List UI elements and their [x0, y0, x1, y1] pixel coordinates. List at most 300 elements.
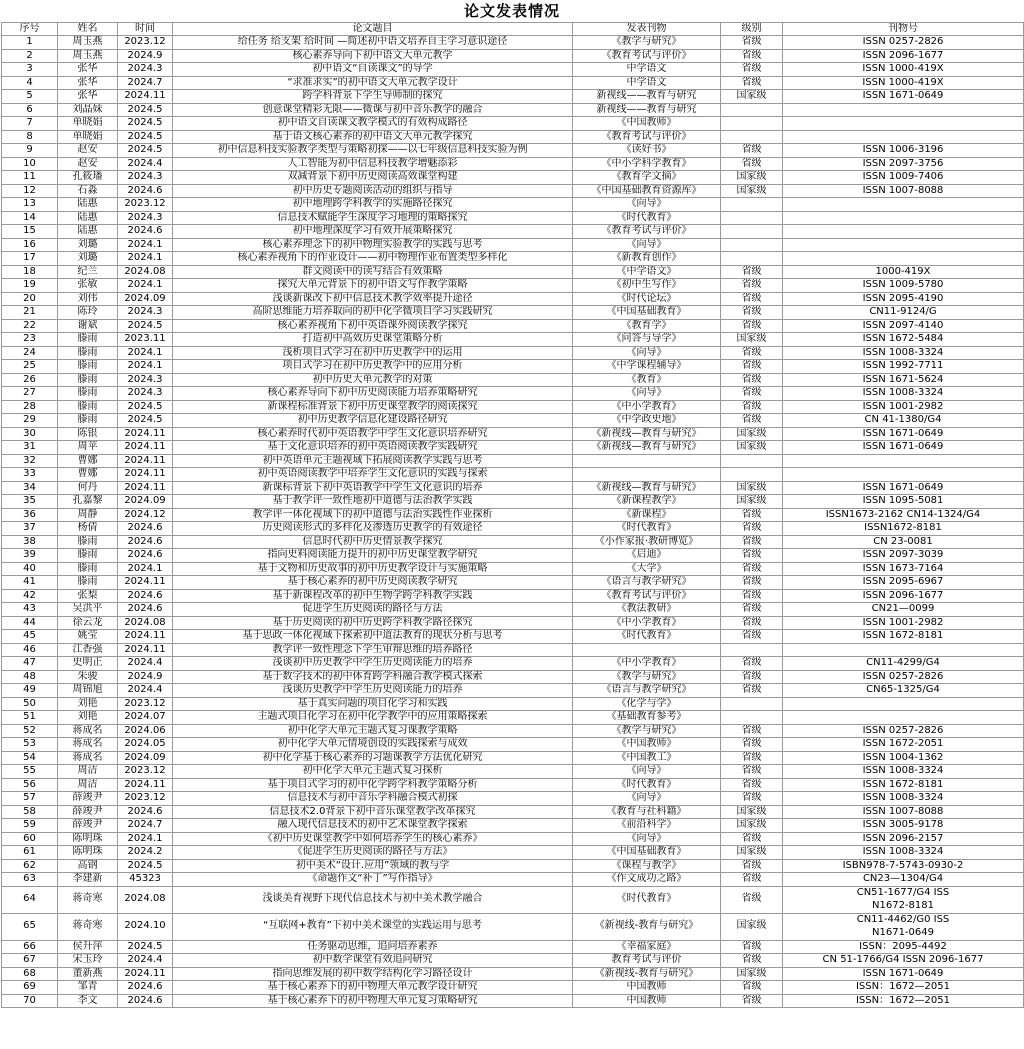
cell-journal-number: ISSN 1001-2982 [783, 616, 1024, 630]
cell-paper-title: 基于文物和历史故事的初中历史教学设计与实施策略 [173, 562, 573, 576]
cell-level [721, 711, 783, 725]
cell-time: 45323 [118, 873, 173, 887]
table-row [2, 967, 1024, 981]
cell-time: 2024.1 [118, 252, 173, 266]
cell-index: 54 [2, 751, 58, 765]
table-row [2, 805, 1024, 819]
cell-name: 蒋成名 [58, 724, 118, 738]
cell-name: 侯升萍 [58, 940, 118, 954]
cell-paper-title: 双减背景下初中历史阅读高效课堂构建 [173, 171, 573, 185]
cell-level: 省级 [721, 144, 783, 158]
cell-name: 滕雨 [58, 549, 118, 563]
cell-name: 周玉燕 [58, 49, 118, 63]
cell-journal: 《语言与教学研究》 [573, 576, 721, 590]
cell-paper-title: 《促进学生历史阅读的路径与方法》 [173, 846, 573, 860]
table-row [2, 913, 1024, 940]
cell-level: 省级 [721, 76, 783, 90]
cell-time: 2023.12 [118, 765, 173, 779]
cell-journal-number: ISSN 1007-8088 [783, 805, 1024, 819]
cell-paper-title: 群文阅读中的读写结合有效策略 [173, 265, 573, 279]
cell-level [721, 225, 783, 239]
cell-paper-title: 基于教学评一致性地初中道德与法治教学实践 [173, 495, 573, 509]
cell-time: 2024.08 [118, 616, 173, 630]
cell-paper-title: 初中语文“自读课文”的导学 [173, 63, 573, 77]
cell-journal-number: ISSN 1009-5780 [783, 279, 1024, 293]
cell-journal-number: ISSN 1672-8181 [783, 778, 1024, 792]
cell-index: 59 [2, 819, 58, 833]
cell-name: 张华 [58, 90, 118, 104]
cell-paper-title: 初中地理跨学科教学的实施路径探究 [173, 198, 573, 212]
cell-journal-number: ISSN 1008-3324 [783, 792, 1024, 806]
cell-journal: 教育考试与评价 [573, 954, 721, 968]
cell-time: 2023.12 [118, 697, 173, 711]
cell-journal: 《新视线—教育与研究》 [573, 441, 721, 455]
cell-level: 国家级 [721, 171, 783, 185]
cell-level: 省级 [721, 765, 783, 779]
cell-time: 2024.4 [118, 684, 173, 698]
cell-journal: 《大学》 [573, 562, 721, 576]
table-row [2, 778, 1024, 792]
cell-journal-number: CN 51-1766/G4 ISSN 2096-1677 [783, 954, 1024, 968]
cell-paper-title: 初中语文自读课文教学模式的有效构成路径 [173, 117, 573, 131]
cell-time: 2023.11 [118, 333, 173, 347]
cell-journal: 《向导》 [573, 198, 721, 212]
cell-index: 65 [2, 913, 58, 940]
cell-journal: 《向导》 [573, 238, 721, 252]
cell-name: 滕雨 [58, 414, 118, 428]
cell-index: 33 [2, 468, 58, 482]
cell-level: 省级 [721, 738, 783, 752]
table-row [2, 886, 1024, 913]
table-row [2, 279, 1024, 293]
cell-name: 李文 [58, 994, 118, 1008]
cell-journal: 《中国基础教育》 [573, 306, 721, 320]
cell-journal: 《化学与学》 [573, 697, 721, 711]
cell-index: 61 [2, 846, 58, 860]
cell-journal-number: CN23—1304/G4 [783, 873, 1024, 887]
cell-time: 2024.11 [118, 90, 173, 104]
cell-index: 4 [2, 76, 58, 90]
cell-journal [573, 468, 721, 482]
cell-index: 46 [2, 643, 58, 657]
cell-journal-number: ISSN 1008-3324 [783, 346, 1024, 360]
cell-name: 单晓娟 [58, 117, 118, 131]
cell-name: 刘艳 [58, 711, 118, 725]
cell-journal: 《教育与社科籍》 [573, 805, 721, 819]
header-journal-number: 刊物号 [783, 23, 1024, 36]
cell-journal: 新视线——教育与研究 [573, 90, 721, 104]
cell-journal-number: ISSN 1992-7711 [783, 360, 1024, 374]
cell-journal [573, 454, 721, 468]
cell-level: 省级 [721, 751, 783, 765]
cell-journal-number: ISSN：2095-4492 [783, 940, 1024, 954]
table-row [2, 49, 1024, 63]
table-row [2, 711, 1024, 725]
cell-level: 省级 [721, 940, 783, 954]
cell-name: 陈玲 [58, 306, 118, 320]
cell-name: 滕雨 [58, 535, 118, 549]
table-row [2, 549, 1024, 563]
cell-index: 41 [2, 576, 58, 590]
cell-level: 国家级 [721, 333, 783, 347]
cell-journal-number: CN21—0099 [783, 603, 1024, 617]
cell-name: 曹娜 [58, 468, 118, 482]
cell-time: 2024.08 [118, 265, 173, 279]
cell-time: 2024.7 [118, 76, 173, 90]
cell-paper-title: 跨学科背景下学生导师制的探究 [173, 90, 573, 104]
cell-index: 17 [2, 252, 58, 266]
cell-level: 省级 [721, 981, 783, 995]
cell-level: 省级 [721, 306, 783, 320]
cell-level: 省级 [721, 616, 783, 630]
cell-level [721, 117, 783, 131]
cell-paper-title: 浅析项目式学习在初中历史教学中的运用 [173, 346, 573, 360]
cell-level: 国家级 [721, 913, 783, 940]
cell-paper-title: 初中数学课堂有效追问研究 [173, 954, 573, 968]
cell-index: 11 [2, 171, 58, 185]
cell-name: 刘伟 [58, 292, 118, 306]
cell-journal-number [783, 643, 1024, 657]
table-row [2, 522, 1024, 536]
cell-journal: 《初中生写作》 [573, 279, 721, 293]
cell-index: 39 [2, 549, 58, 563]
cell-index: 24 [2, 346, 58, 360]
cell-journal-number: ISSN 2096-2157 [783, 832, 1024, 846]
cell-journal: 《新视线-教育与研究》 [573, 967, 721, 981]
table-row [2, 981, 1024, 995]
cell-journal: 《时代教育》 [573, 211, 721, 225]
cell-name: 李建新 [58, 873, 118, 887]
cell-time: 2024.6 [118, 522, 173, 536]
cell-level [721, 252, 783, 266]
cell-journal-number: ISSN 1672-2051 [783, 738, 1024, 752]
cell-level: 省级 [721, 49, 783, 63]
cell-name: 石淼 [58, 184, 118, 198]
cell-index: 51 [2, 711, 58, 725]
cell-level: 省级 [721, 684, 783, 698]
cell-name: 刘艳 [58, 697, 118, 711]
cell-journal-number: ISSN 1671-0649 [783, 481, 1024, 495]
cell-name: 赵安 [58, 157, 118, 171]
cell-journal-number [783, 117, 1024, 131]
cell-index: 15 [2, 225, 58, 239]
cell-index: 26 [2, 373, 58, 387]
cell-index: 5 [2, 90, 58, 104]
cell-journal-number: 1000-419X [783, 265, 1024, 279]
table-row [2, 994, 1024, 1008]
cell-index: 25 [2, 360, 58, 374]
header-journal: 发表刊物 [573, 23, 721, 36]
table-row [2, 724, 1024, 738]
header-name: 姓名 [58, 23, 118, 36]
cell-level: 省级 [721, 373, 783, 387]
cell-time: 2024.3 [118, 211, 173, 225]
cell-paper-title: 基于语文核心素养的初中语文大单元教学探究 [173, 130, 573, 144]
cell-index: 6 [2, 103, 58, 117]
cell-time: 2024.1 [118, 346, 173, 360]
cell-time: 2024.9 [118, 670, 173, 684]
cell-time: 2024.3 [118, 306, 173, 320]
cell-level: 省级 [721, 994, 783, 1008]
cell-level: 省级 [721, 724, 783, 738]
cell-journal-number: ISSN 1004-1362 [783, 751, 1024, 765]
cell-journal-number [783, 711, 1024, 725]
cell-journal: 《时代教育》 [573, 778, 721, 792]
cell-index: 45 [2, 630, 58, 644]
cell-journal-number [783, 468, 1024, 482]
cell-level: 国家级 [721, 427, 783, 441]
cell-index: 32 [2, 454, 58, 468]
cell-time: 2024.5 [118, 103, 173, 117]
cell-paper-title: 初中历史教学信息化建设路径研究 [173, 414, 573, 428]
table-row [2, 441, 1024, 455]
header-row [2, 23, 1024, 36]
cell-index: 28 [2, 400, 58, 414]
cell-time: 2023.12 [118, 198, 173, 212]
table-row [2, 508, 1024, 522]
cell-paper-title: 任务驱动思维，追问培养素养 [173, 940, 573, 954]
cell-time: 2024.11 [118, 481, 173, 495]
cell-journal: 《时代论坛》 [573, 292, 721, 306]
table-row [2, 535, 1024, 549]
cell-name: 陆惠 [58, 198, 118, 212]
cell-paper-title: 基于数字技术的初中体育跨学科融合教学模式探索 [173, 670, 573, 684]
cell-paper-title: 核心素养视角下初中英语课外阅读教学探究 [173, 319, 573, 333]
cell-index: 3 [2, 63, 58, 77]
cell-journal [573, 643, 721, 657]
cell-index: 31 [2, 441, 58, 455]
cell-level: 省级 [721, 265, 783, 279]
cell-level: 省级 [721, 387, 783, 401]
cell-time: 2024.11 [118, 630, 173, 644]
cell-index: 58 [2, 805, 58, 819]
table-row [2, 117, 1024, 131]
cell-journal-number: ISSN 1672-8181 [783, 630, 1024, 644]
cell-paper-title: 指向思维发展的初中数学结构化学习路径设计 [173, 967, 573, 981]
cell-time: 2024.5 [118, 130, 173, 144]
cell-journal-number: CN11-9124/G [783, 306, 1024, 320]
cell-index: 8 [2, 130, 58, 144]
cell-journal-number: CN11-4462/G0 ISSN1671-0649 [783, 913, 1024, 940]
cell-name: 蒋奇寒 [58, 886, 118, 913]
cell-journal-number: ISSN 0257-2826 [783, 724, 1024, 738]
cell-index: 18 [2, 265, 58, 279]
cell-paper-title: 给任务 给支架 给时间 —简述初中语文培养自主学习意识途径 [173, 36, 573, 50]
cell-journal-number: ISBN978-7-5743-0930-2 [783, 859, 1024, 873]
cell-paper-title: 基于思政一体化视域下探索初中道法教育的现状分析与思考 [173, 630, 573, 644]
table-row [2, 684, 1024, 698]
cell-journal: 《新教育创作》 [573, 252, 721, 266]
cell-index: 35 [2, 495, 58, 509]
cell-paper-title: 基于历史阅读的初中历史跨学科教学路径探究 [173, 616, 573, 630]
cell-paper-title: 基于新课程改革的初中生物学跨学科教学实践 [173, 589, 573, 603]
cell-paper-title: 初中地理深度学习有效开展策略探究 [173, 225, 573, 239]
cell-time: 2024.6 [118, 994, 173, 1008]
cell-journal-number [783, 454, 1024, 468]
cell-journal-number [783, 103, 1024, 117]
table-row [2, 346, 1024, 360]
cell-journal-number: ISSN 1671-0649 [783, 441, 1024, 455]
cell-name: 周玉燕 [58, 36, 118, 50]
cell-index: 43 [2, 603, 58, 617]
cell-name: 宋玉玲 [58, 954, 118, 968]
cell-time: 2024.6 [118, 805, 173, 819]
cell-time: 2024.5 [118, 859, 173, 873]
cell-time: 2024.06 [118, 724, 173, 738]
cell-name: 姚莹 [58, 630, 118, 644]
cell-level: 国家级 [721, 481, 783, 495]
cell-index: 30 [2, 427, 58, 441]
cell-journal-number [783, 697, 1024, 711]
cell-paper-title: 融入现代信息技术的初中艺术课堂教学探索 [173, 819, 573, 833]
cell-level: 省级 [721, 859, 783, 873]
cell-paper-title: 探究大单元背景下的初中语文写作教学策略 [173, 279, 573, 293]
cell-index: 57 [2, 792, 58, 806]
cell-time: 2024.6 [118, 535, 173, 549]
cell-journal-number: CN11-4299/G4 [783, 657, 1024, 671]
cell-journal-number: ISSN 1009-7406 [783, 171, 1024, 185]
cell-journal: 《向导》 [573, 832, 721, 846]
table-row [2, 211, 1024, 225]
cell-level: 省级 [721, 873, 783, 887]
cell-level: 省级 [721, 630, 783, 644]
table-row [2, 495, 1024, 509]
cell-name: 张敏 [58, 279, 118, 293]
cell-level: 国家级 [721, 441, 783, 455]
cell-paper-title: 初中化学大单元情境创设的实践探索与成效 [173, 738, 573, 752]
cell-paper-title: 信息技术2.0背景下初中音乐课堂教学改革探究 [173, 805, 573, 819]
cell-index: 40 [2, 562, 58, 576]
cell-paper-title: 核心素养导向下初中语文大单元教学 [173, 49, 573, 63]
cell-index: 27 [2, 387, 58, 401]
cell-name: 蒋成名 [58, 738, 118, 752]
cell-paper-title: 初中信息科技实验教学类型与策略初探——以七年级信息科技实验为例 [173, 144, 573, 158]
table-row [2, 643, 1024, 657]
cell-name: 滕雨 [58, 387, 118, 401]
cell-journal: 《教育考试与评价》 [573, 589, 721, 603]
cell-journal-number: ISSN 2096-1677 [783, 49, 1024, 63]
cell-index: 56 [2, 778, 58, 792]
cell-journal-number: ISSN 2097-3756 [783, 157, 1024, 171]
table-row [2, 76, 1024, 90]
cell-level [721, 454, 783, 468]
table-row [2, 306, 1024, 320]
cell-index: 64 [2, 886, 58, 913]
header-level: 级别 [721, 23, 783, 36]
cell-index: 19 [2, 279, 58, 293]
cell-paper-title: 基于核心素养下的初中物理大单元教学设计研究 [173, 981, 573, 995]
table-row [2, 954, 1024, 968]
cell-journal: 《向导》 [573, 765, 721, 779]
cell-time: 2024.05 [118, 738, 173, 752]
papers-table [1, 22, 1024, 1008]
cell-journal: 《中小学教育》 [573, 400, 721, 414]
cell-journal-number: ISSN 1000-419X [783, 63, 1024, 77]
cell-paper-title: 浅谈历史教学中学生历史阅读能力的培养 [173, 684, 573, 698]
cell-journal: 《中学语文》 [573, 265, 721, 279]
cell-time: 2024.11 [118, 967, 173, 981]
cell-index: 36 [2, 508, 58, 522]
cell-journal-number: ISSN 1000-419X [783, 76, 1024, 90]
cell-time: 2023.12 [118, 36, 173, 50]
cell-journal-number: ISSN 2097-4140 [783, 319, 1024, 333]
cell-journal: 《教法教研》 [573, 603, 721, 617]
cell-journal-number: ISSN 1671-0649 [783, 90, 1024, 104]
cell-time: 2024.11 [118, 427, 173, 441]
cell-name: 陈明珠 [58, 832, 118, 846]
cell-time: 2024.5 [118, 400, 173, 414]
cell-time: 2024.6 [118, 225, 173, 239]
table-row [2, 481, 1024, 495]
cell-index: 52 [2, 724, 58, 738]
cell-level: 国家级 [721, 967, 783, 981]
cell-index: 22 [2, 319, 58, 333]
cell-journal-number: ISSN 1008-3324 [783, 765, 1024, 779]
cell-index: 53 [2, 738, 58, 752]
cell-journal-number: ISSN 2095-6967 [783, 576, 1024, 590]
cell-name: 孔嘉黎 [58, 495, 118, 509]
cell-journal: 《作文成功之路》 [573, 873, 721, 887]
cell-name: 周洁 [58, 765, 118, 779]
table-row [2, 319, 1024, 333]
cell-time: 2024.3 [118, 171, 173, 185]
table-row [2, 238, 1024, 252]
cell-level: 省级 [721, 36, 783, 50]
cell-time: 2024.4 [118, 954, 173, 968]
cell-level [721, 130, 783, 144]
cell-journal-number: ISSN 1007-8088 [783, 184, 1024, 198]
cell-paper-title: 初中化学大单元主题式复习探析 [173, 765, 573, 779]
table-row [2, 292, 1024, 306]
table-row [2, 657, 1024, 671]
cell-name: 薛竣尹 [58, 819, 118, 833]
cell-paper-title: 历史阅读形式的多样化及渗透历史教学的有效途径 [173, 522, 573, 536]
cell-journal: 《教育》 [573, 373, 721, 387]
table-row [2, 562, 1024, 576]
cell-journal: 《教育学文摘》 [573, 171, 721, 185]
cell-time: 2024.4 [118, 657, 173, 671]
cell-paper-title: 《初中历史课堂教学中如何培养学生的核心素养》 [173, 832, 573, 846]
cell-paper-title: 人工智能为初中信息科技教学增魅添彩 [173, 157, 573, 171]
cell-time: 2024.5 [118, 414, 173, 428]
cell-name: 陈银 [58, 427, 118, 441]
cell-time: 2024.5 [118, 117, 173, 131]
cell-index: 37 [2, 522, 58, 536]
cell-time: 2024.5 [118, 319, 173, 333]
cell-time: 2024.4 [118, 157, 173, 171]
cell-journal: 《中国教师》 [573, 738, 721, 752]
cell-journal-number: ISSN 1001-2982 [783, 400, 1024, 414]
cell-index: 29 [2, 414, 58, 428]
cell-time: 2024.11 [118, 778, 173, 792]
table-row [2, 333, 1024, 347]
cell-journal-number: ISSN 0257-2826 [783, 670, 1024, 684]
table-body [2, 36, 1024, 1008]
cell-index: 60 [2, 832, 58, 846]
cell-journal-number [783, 198, 1024, 212]
table-row [2, 103, 1024, 117]
cell-level: 省级 [721, 63, 783, 77]
cell-journal: 《新视线-教育与研究》 [573, 913, 721, 940]
cell-journal: 《教学与研究》 [573, 670, 721, 684]
cell-time: 2024.3 [118, 63, 173, 77]
cell-name: 蒋奇寒 [58, 913, 118, 940]
cell-level: 省级 [721, 535, 783, 549]
cell-journal-number: ISSN 1006-3196 [783, 144, 1024, 158]
header-index: 序号 [2, 23, 58, 36]
cell-journal: 中国教师 [573, 981, 721, 995]
cell-index: 14 [2, 211, 58, 225]
